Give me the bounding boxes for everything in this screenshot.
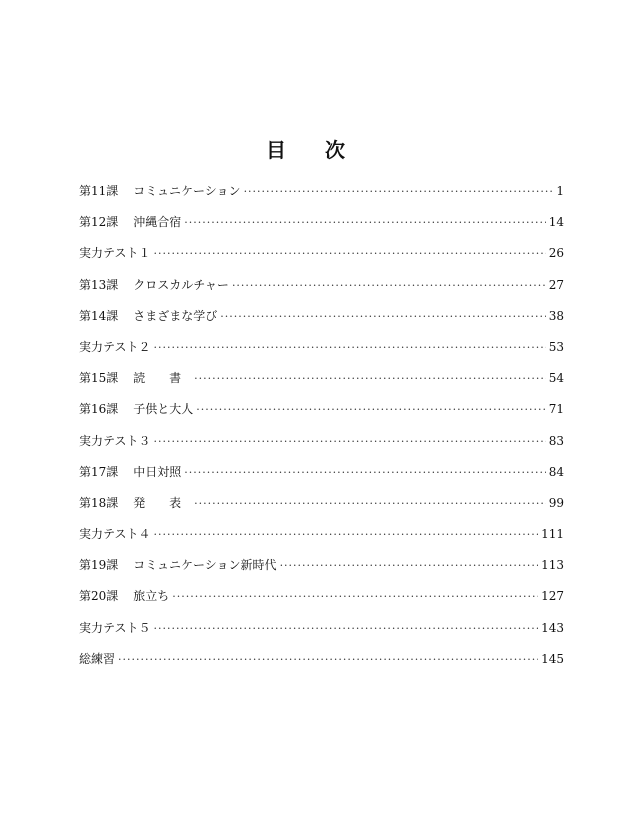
toc-entry[interactable]: [79, 644, 564, 675]
page-number: 145: [541, 651, 564, 666]
page-number: 113: [541, 558, 564, 573]
lesson-name: 旅立ち: [133, 589, 170, 604]
lesson-number: 第13課: [79, 277, 119, 292]
toc-entry[interactable]: [79, 363, 564, 394]
lesson-name: クロスカルチャー: [133, 277, 229, 292]
page-number: 71: [548, 402, 564, 417]
lesson-name: 子供と大人: [133, 402, 194, 417]
dot-leader: [118, 644, 538, 675]
test-name: 実力テスト５: [79, 620, 151, 635]
dot-leader: [232, 270, 546, 301]
dot-leader: [154, 332, 546, 363]
lesson-number: 第14課: [79, 308, 119, 323]
dot-leader: [244, 176, 554, 207]
page-number: 1: [556, 184, 564, 198]
lesson-name: さまざまな学び: [133, 308, 218, 323]
toc-entry[interactable]: [79, 238, 564, 269]
page-number: 26: [548, 246, 564, 261]
toc-entry[interactable]: [79, 457, 564, 488]
page-number: 83: [548, 433, 564, 448]
test-name: 実力テスト１: [79, 246, 151, 261]
dot-leader: [280, 550, 539, 581]
toc-entry[interactable]: [79, 301, 564, 332]
page-number: 111: [541, 527, 564, 542]
dot-leader: [196, 394, 545, 425]
page-title: 目 次: [266, 138, 361, 162]
dot-leader: [172, 581, 538, 612]
lesson-number: 第17課: [79, 464, 119, 479]
page-number: 99: [548, 495, 564, 510]
table-of-contents: [79, 176, 564, 675]
toc-entry[interactable]: [79, 613, 564, 644]
page-number: 84: [548, 464, 564, 479]
toc-entry[interactable]: [79, 270, 564, 301]
dot-leader: [154, 613, 539, 644]
toc-entry[interactable]: [79, 488, 564, 519]
page-number: 53: [548, 339, 564, 354]
dot-leader: [154, 426, 546, 457]
toc-entry[interactable]: [79, 332, 564, 363]
lesson-name: コミュニケーション: [133, 184, 241, 198]
dot-leader: [184, 457, 545, 488]
dot-leader: [154, 238, 546, 269]
test-name: 総練習: [79, 651, 116, 666]
dot-leader: [184, 207, 545, 238]
page-number: 14: [548, 215, 564, 230]
dot-leader: [154, 519, 539, 550]
toc-entry[interactable]: [79, 207, 564, 238]
lesson-number: 第18課: [79, 495, 119, 510]
page-number: 143: [541, 620, 564, 635]
page-number: 27: [548, 277, 564, 292]
page-number: 54: [548, 371, 564, 386]
lesson-name: 中日対照: [133, 464, 182, 479]
dot-leader: [194, 488, 546, 519]
lesson-number: 第15課: [79, 371, 119, 386]
lesson-name: 沖縄合宿: [133, 215, 182, 230]
lesson-number: 第16課: [79, 402, 119, 417]
test-name: 実力テスト４: [79, 527, 151, 542]
dot-leader: [194, 363, 546, 394]
lesson-name: コミュニケーション新時代: [133, 558, 277, 573]
lesson-number: 第20課: [79, 589, 119, 604]
lesson-number: 第11課: [79, 184, 119, 198]
toc-entry[interactable]: [79, 519, 564, 550]
lesson-number: 第12課: [79, 215, 119, 230]
lesson-name: 読 書: [133, 371, 192, 386]
toc-entry[interactable]: [79, 550, 564, 581]
lesson-number: 第19課: [79, 558, 119, 573]
toc-entry[interactable]: [79, 426, 564, 457]
page-number: 127: [541, 589, 564, 604]
dot-leader: [220, 301, 545, 332]
test-name: 実力テスト２: [79, 339, 151, 354]
toc-entry[interactable]: [79, 581, 564, 612]
test-name: 実力テスト３: [79, 433, 151, 448]
toc-entry[interactable]: [79, 176, 564, 207]
toc-entry[interactable]: [79, 394, 564, 425]
page-number: 38: [548, 308, 564, 323]
lesson-name: 発 表: [133, 495, 192, 510]
